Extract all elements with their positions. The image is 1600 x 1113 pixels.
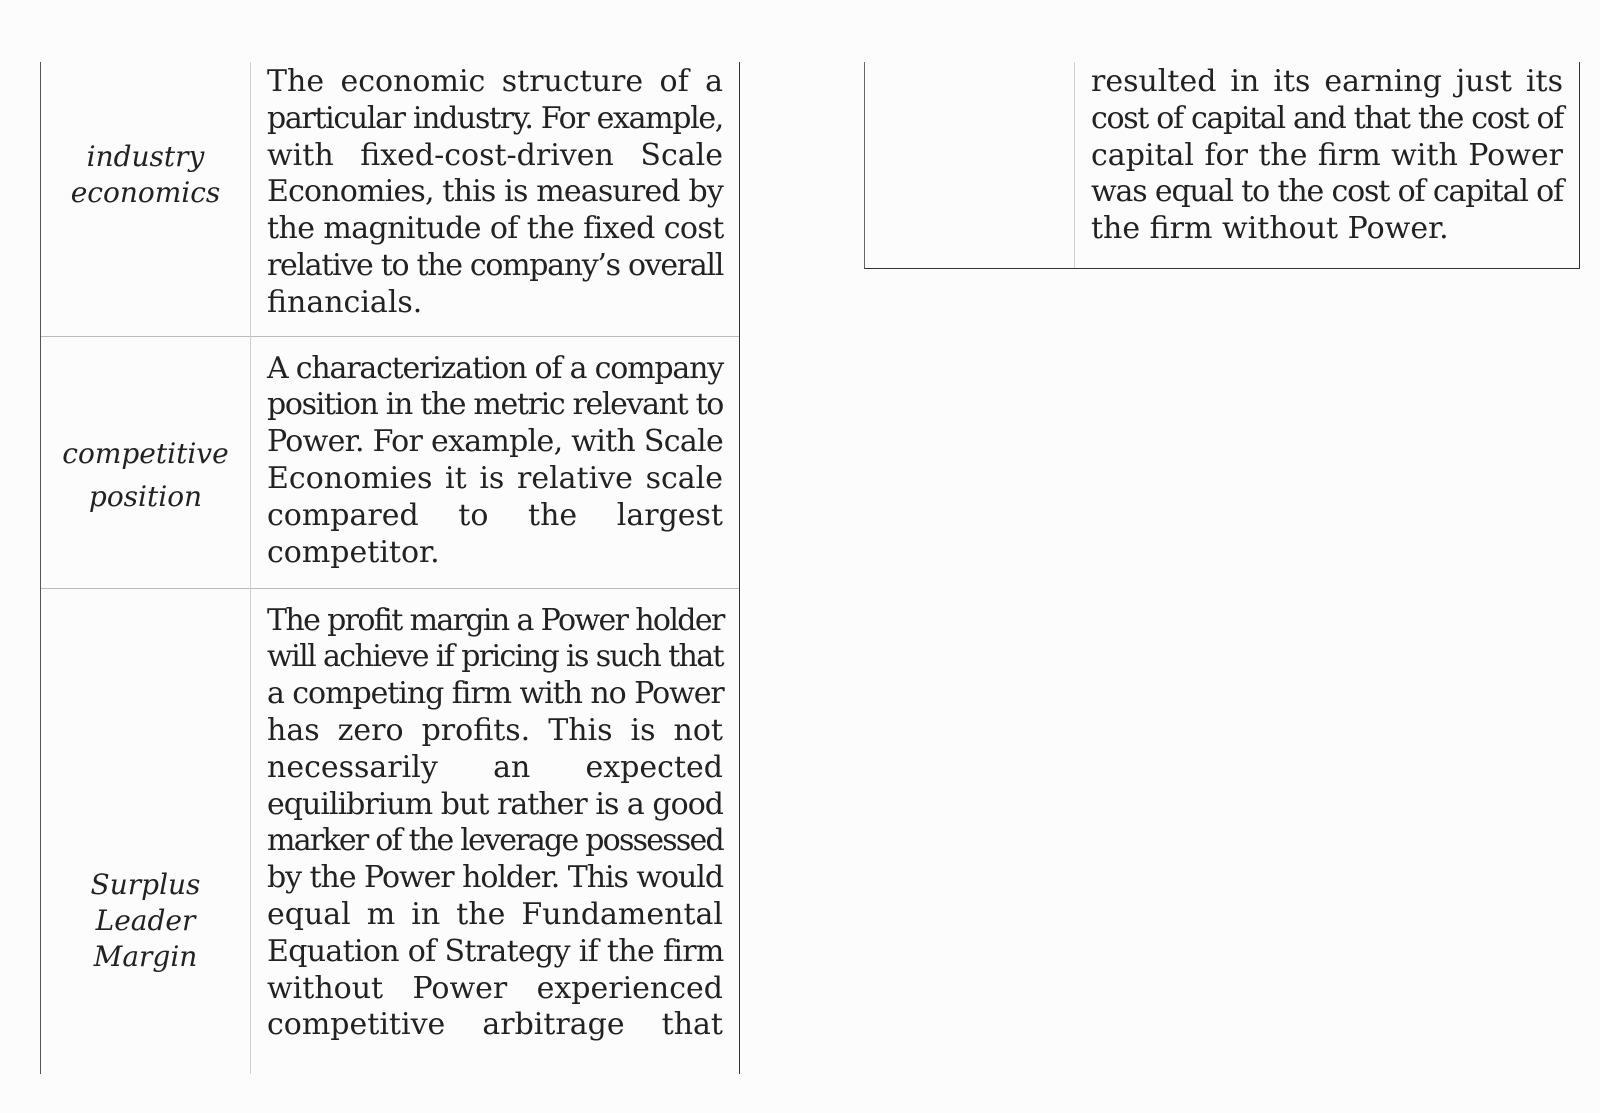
table-row [865,62,1579,268]
definition-line: Economies it is relative scale [267,460,723,496]
term-cell [41,336,251,588]
term-line: Surplus [90,868,201,902]
glossary-table-left [40,62,740,1074]
definition-line: Power. For example, with Scale [267,424,723,460]
definition-line: The economic structure of a [267,64,723,99]
definition-line: the firm without Power. [1091,211,1449,247]
definition-line: cost of capital and that the cost of [1091,100,1563,136]
definition-line: has zero profits. This is not [267,712,723,748]
definition-line: will achieve if pricing is such that [267,639,723,675]
term-line: competitive [62,437,229,471]
table-row [41,62,739,336]
term-line: industry [86,139,205,173]
glossary-table-right [864,62,1580,269]
definition-line: Economies, this is measured by [267,174,723,210]
term-cell [41,588,251,1074]
term-cell-empty [865,62,1075,268]
term-line: economics [70,175,221,209]
definition-line: particular industry. For example, [267,100,723,136]
definition-line: competitor. [267,534,440,570]
definition-line: equilibrium but rather is a good [267,786,723,822]
definition-line: The profit margin a Power holder [267,602,724,638]
definition-line: financials. [267,284,423,320]
definition-line: marker of the leverage possessed [267,823,723,859]
definition-line: by the Power holder. This would [267,860,723,896]
term-line: position [88,480,203,514]
definition-line: A characterization of a company [267,350,723,386]
definition-line: a competing firm with no Power [267,676,724,712]
term-line: Leader Margin [93,904,198,974]
definition-line: capital for the firm with Power [1091,137,1563,173]
definition-line: equal m in the Fundamental [267,896,723,932]
definition-cell [251,62,740,336]
definition-line: competitive arbitrage that [267,1007,723,1043]
definition-line: necessarily an expected [267,749,723,785]
definition-line: the magnitude of the fixed cost [267,211,724,247]
term-cell [41,62,251,336]
table-row [41,336,739,588]
definition-line: with fixed-cost-driven Scale [267,137,723,173]
definition-line: Equation of Strategy if the firm [267,933,724,969]
definition-cell [251,588,740,1074]
table-row [41,588,739,1074]
definition-line: relative to the company’s overall [267,247,723,283]
definition-line: was equal to the cost of capital of [1091,174,1563,210]
definition-line: resulted in its earning just its [1091,64,1563,99]
definition-cell [251,336,740,588]
definition-line: compared to the largest [267,497,723,533]
definition-line: position in the metric relevant to [267,387,723,423]
definition-cell [1075,62,1580,268]
definition-line: without Power experienced [267,970,723,1006]
